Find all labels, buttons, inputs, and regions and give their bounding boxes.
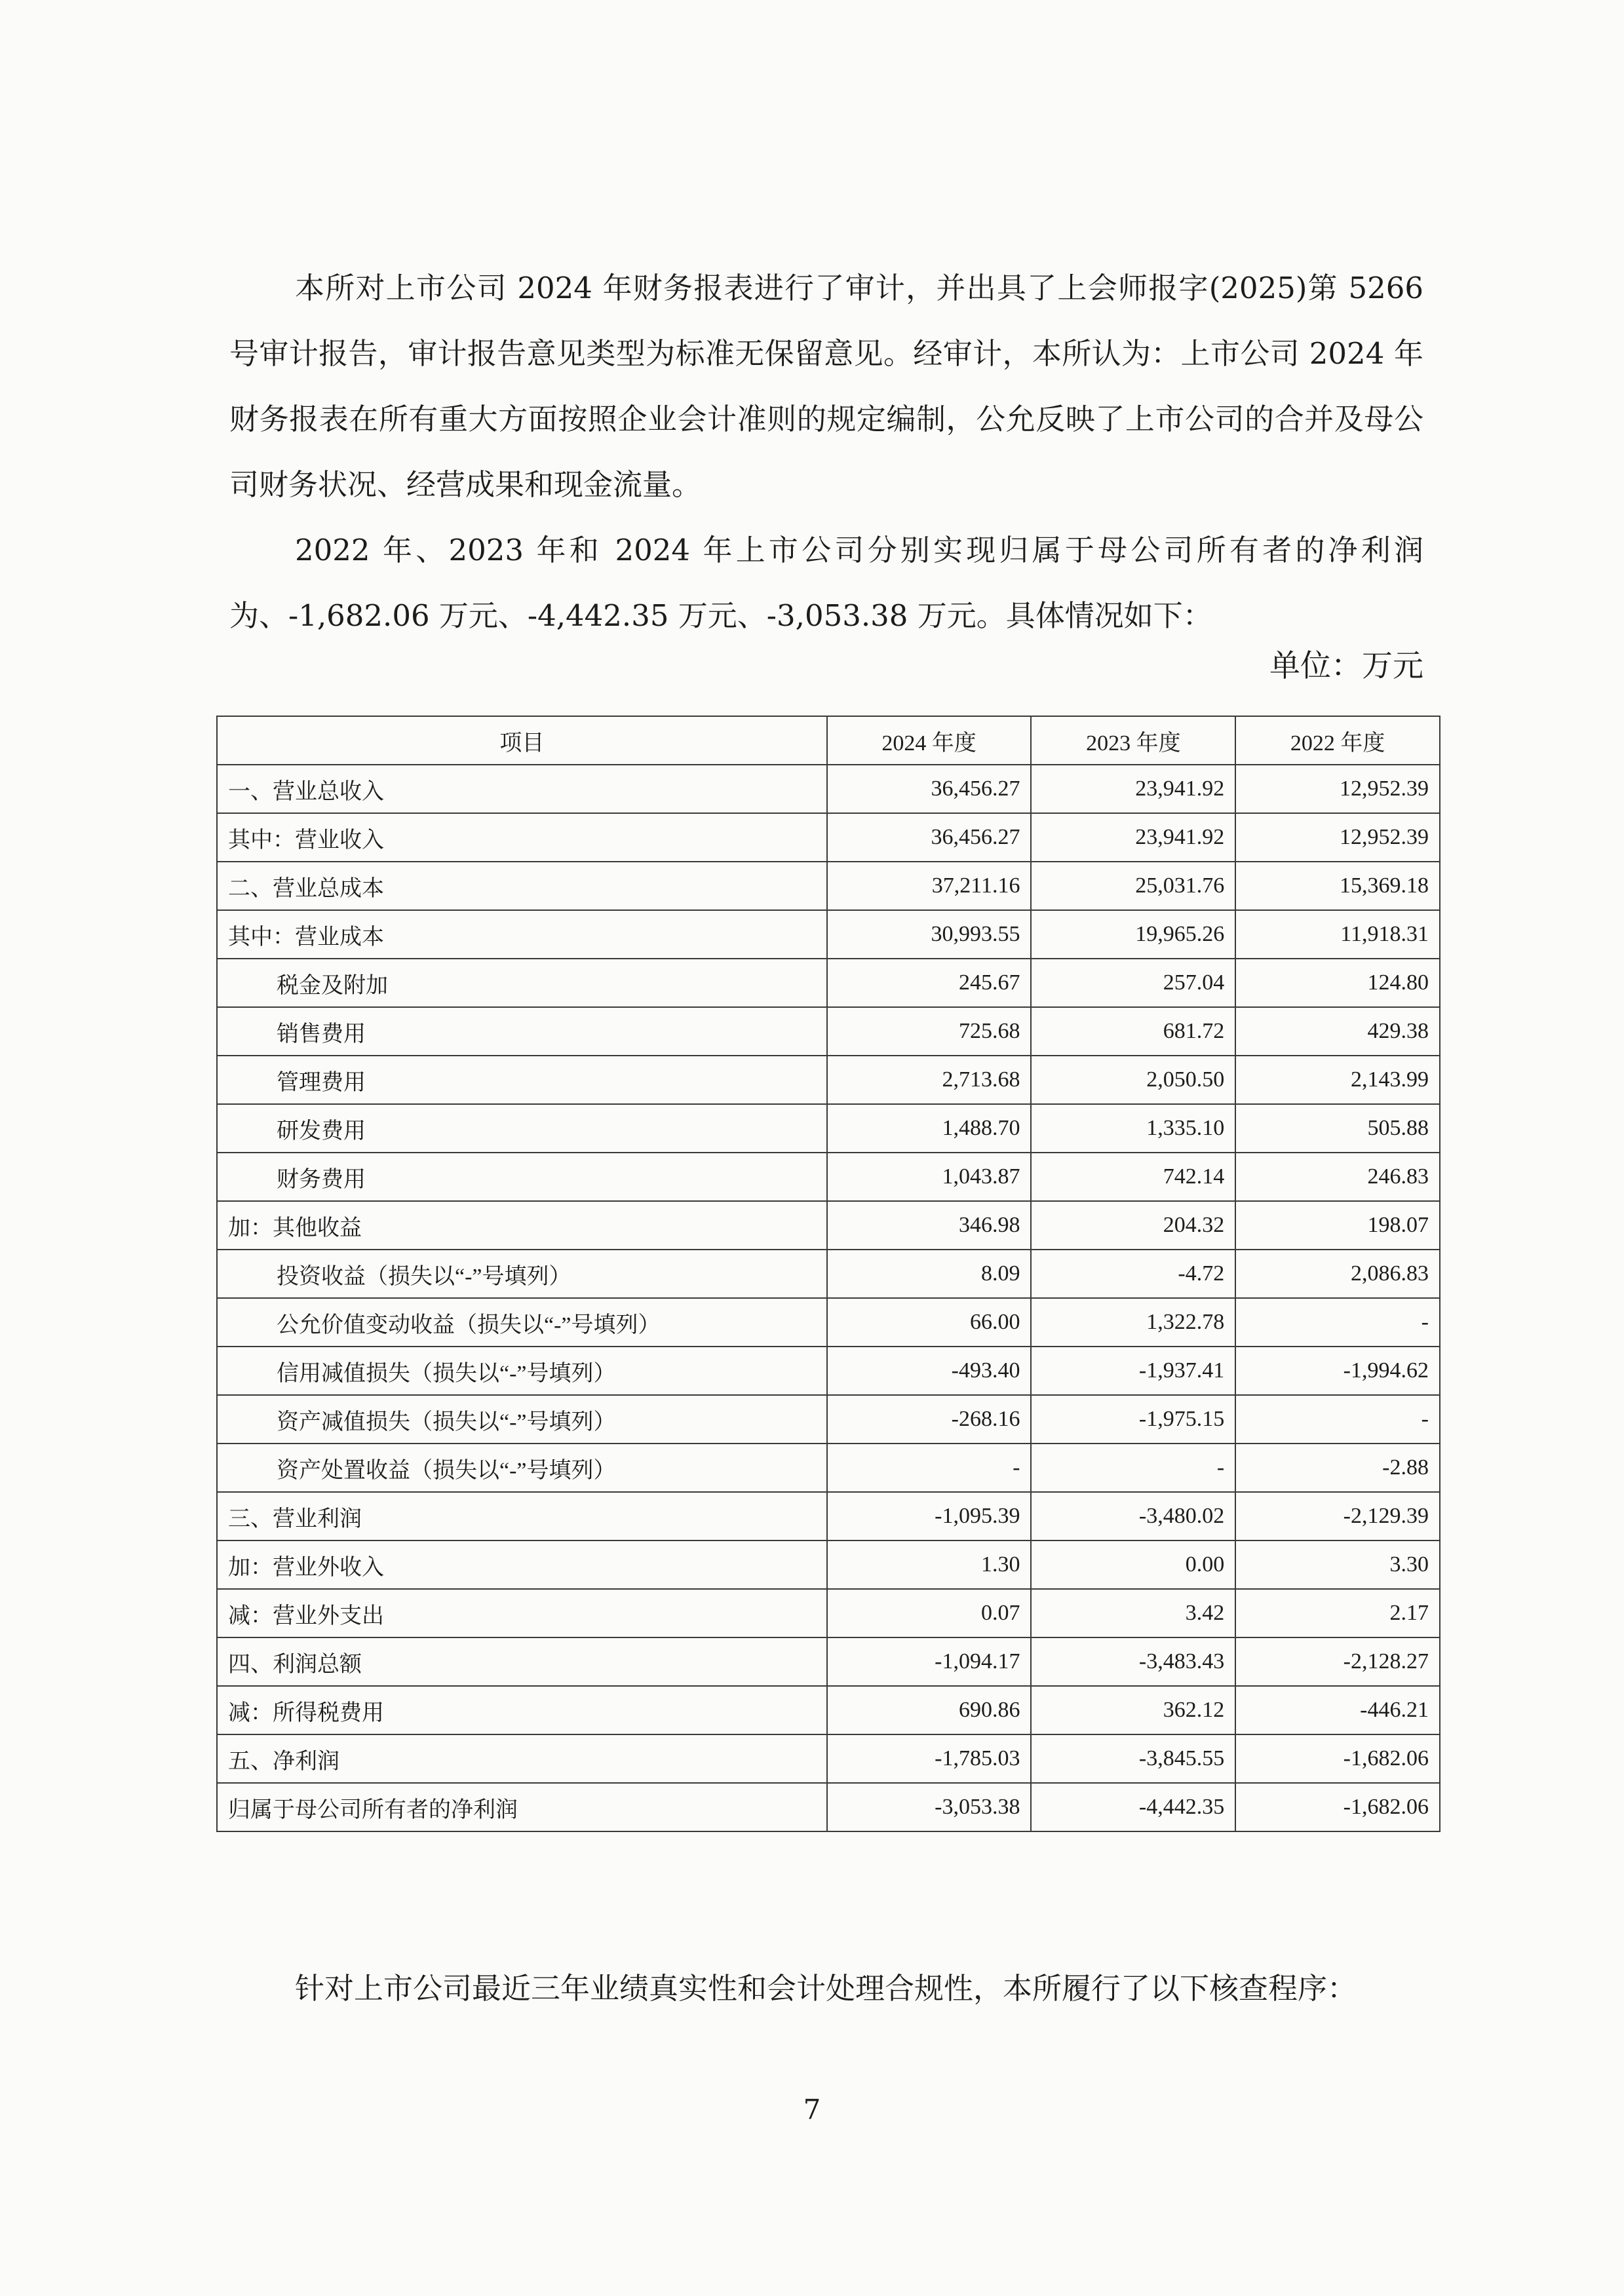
table-row bbox=[217, 862, 1440, 910]
audit-opinion-paragraph: 本所对上市公司 2024 年财务报表进行了审计，并出具了上会师报字(2025)第 5266 号审计报告，审计报告意见类型为标准无保留意见。经审计，本所认为：上市公司 2024 年财务报表在所有重大方面按照企业会计准则的规定编制，公允反映了上市公司的合并及母公司财务状况、经营成果和现金流量。 bbox=[229, 271, 1423, 502]
table-row bbox=[217, 1589, 1440, 1637]
header-2022: 2022 年度 bbox=[1235, 716, 1440, 765]
value-2023-cell: 1,335.10 bbox=[1031, 1104, 1235, 1153]
value-2024-cell: -1,095.39 bbox=[827, 1492, 1032, 1540]
value-2023-cell: 204.32 bbox=[1031, 1201, 1235, 1250]
value-2024-cell: 8.09 bbox=[827, 1250, 1032, 1298]
value-2024-cell: 1.30 bbox=[827, 1540, 1032, 1589]
table-row bbox=[217, 765, 1440, 813]
value-2024-cell: 37,211.16 bbox=[827, 862, 1032, 910]
table-row bbox=[217, 1007, 1440, 1056]
value-2023-cell: -4,442.35 bbox=[1031, 1783, 1235, 1831]
value-2023-cell: 3.42 bbox=[1031, 1589, 1235, 1637]
table-row bbox=[217, 1056, 1440, 1104]
value-2023-cell: -4.72 bbox=[1031, 1250, 1235, 1298]
verification-procedures-paragraph: 针对上市公司最近三年业绩真实性和会计处理合规性，本所履行了以下核查程序： bbox=[295, 1971, 1357, 2006]
item-cell: 税金及附加 bbox=[217, 959, 827, 1007]
table-row bbox=[217, 1298, 1440, 1347]
header-2024: 2024 年度 bbox=[827, 716, 1032, 765]
item-cell: 一、营业总收入 bbox=[217, 765, 827, 813]
value-2023-cell: 681.72 bbox=[1031, 1007, 1235, 1056]
page-number: 7 bbox=[803, 2094, 821, 2126]
value-2022-cell: -1,682.06 bbox=[1235, 1783, 1440, 1831]
value-2022-cell: 3.30 bbox=[1235, 1540, 1440, 1589]
item-cell: 财务费用 bbox=[217, 1153, 827, 1201]
item-cell: 其中：营业成本 bbox=[217, 910, 827, 959]
value-2024-cell: -493.40 bbox=[827, 1347, 1032, 1395]
income-statement-table bbox=[216, 716, 1440, 1832]
value-2022-cell: 15,369.18 bbox=[1235, 862, 1440, 910]
table-row bbox=[217, 1347, 1440, 1395]
value-2022-cell: -2,129.39 bbox=[1235, 1492, 1440, 1540]
value-2022-cell: 429.38 bbox=[1235, 1007, 1440, 1056]
item-cell: 研发费用 bbox=[217, 1104, 827, 1153]
item-cell: 四、利润总额 bbox=[217, 1637, 827, 1686]
value-2024-cell: -1,785.03 bbox=[827, 1734, 1032, 1783]
value-2022-cell: 2,086.83 bbox=[1235, 1250, 1440, 1298]
table-header-row bbox=[217, 716, 1440, 765]
value-2024-cell: - bbox=[827, 1444, 1032, 1492]
item-cell: 归属于母公司所有者的净利润 bbox=[217, 1783, 827, 1831]
value-2024-cell: 346.98 bbox=[827, 1201, 1032, 1250]
value-2024-cell: 0.07 bbox=[827, 1589, 1032, 1637]
value-2024-cell: 725.68 bbox=[827, 1007, 1032, 1056]
table-row bbox=[217, 1686, 1440, 1734]
value-2022-cell: 505.88 bbox=[1235, 1104, 1440, 1153]
value-2023-cell: -3,845.55 bbox=[1031, 1734, 1235, 1783]
value-2024-cell: 1,488.70 bbox=[827, 1104, 1032, 1153]
value-2023-cell: 1,322.78 bbox=[1031, 1298, 1235, 1347]
item-cell: 资产减值损失（损失以“-”号填列） bbox=[217, 1395, 827, 1444]
table-row bbox=[217, 1395, 1440, 1444]
value-2024-cell: 1,043.87 bbox=[827, 1153, 1032, 1201]
table-row bbox=[217, 1540, 1440, 1589]
item-cell: 减：营业外支出 bbox=[217, 1589, 827, 1637]
value-2022-cell: -1,682.06 bbox=[1235, 1734, 1440, 1783]
value-2024-cell: 690.86 bbox=[827, 1686, 1032, 1734]
item-cell: 资产处置收益（损失以“-”号填列） bbox=[217, 1444, 827, 1492]
table-row bbox=[217, 1104, 1440, 1153]
table-row bbox=[217, 1153, 1440, 1201]
value-2022-cell: 246.83 bbox=[1235, 1153, 1440, 1201]
table-row bbox=[217, 910, 1440, 959]
value-2022-cell: 12,952.39 bbox=[1235, 765, 1440, 813]
value-2022-cell: -2,128.27 bbox=[1235, 1637, 1440, 1686]
table-row bbox=[217, 813, 1440, 862]
value-2023-cell: 23,941.92 bbox=[1031, 813, 1235, 862]
value-2024-cell: 36,456.27 bbox=[827, 813, 1032, 862]
value-2023-cell: 19,965.26 bbox=[1031, 910, 1235, 959]
value-2024-cell: 66.00 bbox=[827, 1298, 1032, 1347]
table-row bbox=[217, 1734, 1440, 1783]
value-2022-cell: -2.88 bbox=[1235, 1444, 1440, 1492]
value-2023-cell: 362.12 bbox=[1031, 1686, 1235, 1734]
header-item: 项目 bbox=[217, 716, 827, 765]
value-2022-cell: 198.07 bbox=[1235, 1201, 1440, 1250]
value-2022-cell: -1,994.62 bbox=[1235, 1347, 1440, 1395]
value-2024-cell: 245.67 bbox=[827, 959, 1032, 1007]
item-cell: 公允价值变动收益（损失以“-”号填列） bbox=[217, 1298, 827, 1347]
table-row bbox=[217, 959, 1440, 1007]
value-2023-cell: 0.00 bbox=[1031, 1540, 1235, 1589]
table-row bbox=[217, 1250, 1440, 1298]
value-2023-cell: - bbox=[1031, 1444, 1235, 1492]
value-2024-cell: 30,993.55 bbox=[827, 910, 1032, 959]
item-cell: 减：所得税费用 bbox=[217, 1686, 827, 1734]
item-cell: 信用减值损失（损失以“-”号填列） bbox=[217, 1347, 827, 1395]
table-row bbox=[217, 1444, 1440, 1492]
value-2022-cell: 2,143.99 bbox=[1235, 1056, 1440, 1104]
value-2023-cell: -3,480.02 bbox=[1031, 1492, 1235, 1540]
value-2022-cell: 11,918.31 bbox=[1235, 910, 1440, 959]
value-2023-cell: -3,483.43 bbox=[1031, 1637, 1235, 1686]
item-cell: 销售费用 bbox=[217, 1007, 827, 1056]
value-2022-cell: 2.17 bbox=[1235, 1589, 1440, 1637]
value-2022-cell: -446.21 bbox=[1235, 1686, 1440, 1734]
net-profit-summary-paragraph: 2022 年、2023 年和 2024 年上市公司分别实现归属于母公司所有者的净利润为、-1,682.06 万元、-4,442.35 万元、-3,053.38 万元。具体情况如下： bbox=[229, 533, 1423, 633]
value-2023-cell: 257.04 bbox=[1031, 959, 1235, 1007]
value-2022-cell: 124.80 bbox=[1235, 959, 1440, 1007]
value-2024-cell: -268.16 bbox=[827, 1395, 1032, 1444]
table-row bbox=[217, 1201, 1440, 1250]
value-2023-cell: -1,937.41 bbox=[1031, 1347, 1235, 1395]
value-2023-cell: 25,031.76 bbox=[1031, 862, 1235, 910]
unit-label: 单位：万元 bbox=[1269, 648, 1423, 684]
header-2023: 2023 年度 bbox=[1031, 716, 1235, 765]
item-cell: 其中：营业收入 bbox=[217, 813, 827, 862]
item-cell: 加：营业外收入 bbox=[217, 1540, 827, 1589]
item-cell: 三、营业利润 bbox=[217, 1492, 827, 1540]
value-2022-cell: - bbox=[1235, 1395, 1440, 1444]
value-2023-cell: -1,975.15 bbox=[1031, 1395, 1235, 1444]
value-2023-cell: 2,050.50 bbox=[1031, 1056, 1235, 1104]
table-row bbox=[217, 1492, 1440, 1540]
value-2023-cell: 742.14 bbox=[1031, 1153, 1235, 1201]
item-cell: 二、营业总成本 bbox=[217, 862, 827, 910]
value-2023-cell: 23,941.92 bbox=[1031, 765, 1235, 813]
item-cell: 五、净利润 bbox=[217, 1734, 827, 1783]
table-row bbox=[217, 1637, 1440, 1686]
table-row bbox=[217, 1783, 1440, 1831]
value-2022-cell: 12,952.39 bbox=[1235, 813, 1440, 862]
value-2024-cell: 2,713.68 bbox=[827, 1056, 1032, 1104]
item-cell: 加：其他收益 bbox=[217, 1201, 827, 1250]
value-2024-cell: -3,053.38 bbox=[827, 1783, 1032, 1831]
value-2022-cell: - bbox=[1235, 1298, 1440, 1347]
item-cell: 管理费用 bbox=[217, 1056, 827, 1104]
item-cell: 投资收益（损失以“-”号填列） bbox=[217, 1250, 827, 1298]
value-2024-cell: -1,094.17 bbox=[827, 1637, 1032, 1686]
value-2024-cell: 36,456.27 bbox=[827, 765, 1032, 813]
